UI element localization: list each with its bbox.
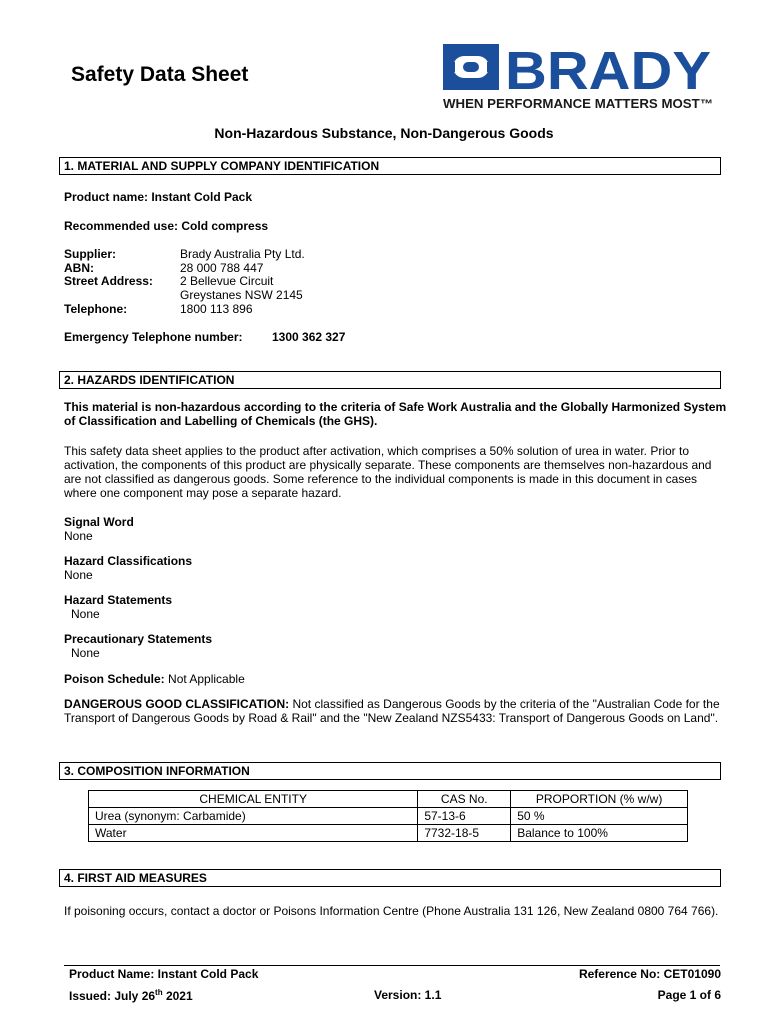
issued-suffix: 2021 (162, 989, 193, 1003)
footer-reference: Reference No: CET01090 (578, 967, 721, 981)
product-name: Product name: Instant Cold Pack (64, 190, 253, 204)
composition-table (88, 790, 688, 842)
first-aid-text: If poisoning occurs, contact a doctor or Poisons Information Centre (Phone Australia 131 126, New Zealand 0800 764 766). (64, 904, 719, 918)
telephone-value: 1800 113 896 (180, 302, 253, 316)
supplier-label: Supplier: (64, 247, 117, 261)
column-header: PROPORTION (% w/w) (511, 791, 688, 808)
dg-label: DANGEROUS GOOD CLASSIFICATION: (64, 697, 290, 711)
table-cell: Water (89, 825, 418, 842)
brady-logo (441, 42, 716, 114)
table-cell: 7732-18-5 (418, 825, 511, 842)
table-cell: Balance to 100% (511, 825, 688, 842)
table-cell: Urea (synonym: Carbamide) (89, 808, 418, 825)
document-subtitle: Non-Hazardous Substance, Non-Dangerous Goods (214, 125, 554, 141)
section-1-heading: 1. MATERIAL AND SUPPLY COMPANY IDENTIFICATION (59, 157, 721, 175)
hazard-classifications-value: None (64, 568, 93, 582)
issued-ordinal: th (155, 988, 163, 997)
brady-logo-icon (441, 42, 716, 114)
recommended-use: Recommended use: Cold compress (64, 219, 269, 233)
table-row (89, 825, 688, 842)
signal-word-value: None (64, 529, 93, 543)
dangerous-good-classification (64, 697, 728, 725)
logo-wordmark: BRADY (505, 42, 711, 101)
signal-word-label: Signal Word (64, 515, 134, 529)
hazard-classifications-label: Hazard Classifications (64, 554, 193, 568)
hazard-description: This safety data sheet applies to the product after activation, which comprises a 50% solution of urea in water. Prior to activation, the components of this product are physically separate. These components are themselves non-hazardous and are not classified as dangerous goods. Some reference to the individual components is made in this document in cases where one component may pose a separate hazard. (64, 444, 712, 500)
section-2-heading: 2. HAZARDS IDENTIFICATION (59, 371, 721, 389)
precautionary-statements-label: Precautionary Statements (64, 632, 213, 646)
column-header: CHEMICAL ENTITY (89, 791, 418, 808)
dg-text: Not classified as Dangerous Goods by the criteria of the "Australian Code for the Transport of Dangerous Goods by Road & Rail" and the "New Zealand NZS5433: Transport of Dangerous Goods on Land". (64, 697, 720, 725)
footer-page-number: Page 1 of 6 (657, 988, 721, 1002)
table-cell: 50 % (511, 808, 688, 825)
address-line-1: 2 Bellevue Circuit (180, 274, 274, 288)
address-label: Street Address: (64, 274, 153, 288)
hazard-statements-label: Hazard Statements (64, 593, 173, 607)
abn-value: 28 000 788 447 (180, 261, 264, 275)
table-cell: 57-13-6 (418, 808, 511, 825)
telephone-label: Telephone: (64, 302, 128, 316)
footer-issued (69, 988, 193, 1003)
section-3-heading: 3. COMPOSITION INFORMATION (59, 762, 721, 780)
poison-schedule-value: Not Applicable (168, 672, 245, 686)
column-header: CAS No. (418, 791, 511, 808)
document-title: Safety Data Sheet (71, 63, 249, 86)
section-4-heading: 4. FIRST AID MEASURES (59, 869, 721, 887)
issued-prefix: Issued: July 26 (69, 989, 156, 1003)
poison-schedule-label: Poison Schedule: (64, 672, 165, 686)
poison-schedule (64, 672, 724, 686)
hazard-statements-value: None (71, 607, 100, 621)
precautionary-statements-value: None (71, 646, 100, 660)
table-header-row (89, 791, 688, 808)
emergency-phone-value: 1300 362 327 (272, 330, 346, 344)
footer-divider (64, 965, 720, 966)
footer-product-name: Product Name: Instant Cold Pack (69, 967, 259, 981)
address-line-2: Greystanes NSW 2145 (180, 288, 303, 302)
abn-label: ABN: (64, 261, 94, 275)
hazard-intro: This material is non-hazardous according to the criteria of Safe Work Australia and the Globally Harmonized System of Classification and Labelling of Chemicals (the GHS). (64, 400, 727, 428)
supplier-value: Brady Australia Pty Ltd. (180, 247, 305, 261)
table-row (89, 808, 688, 825)
footer-version: Version: 1.1 (374, 988, 442, 1002)
logo-tagline: WHEN PERFORMANCE MATTERS MOST™ (443, 97, 713, 111)
emergency-phone-label: Emergency Telephone number: (64, 330, 243, 344)
